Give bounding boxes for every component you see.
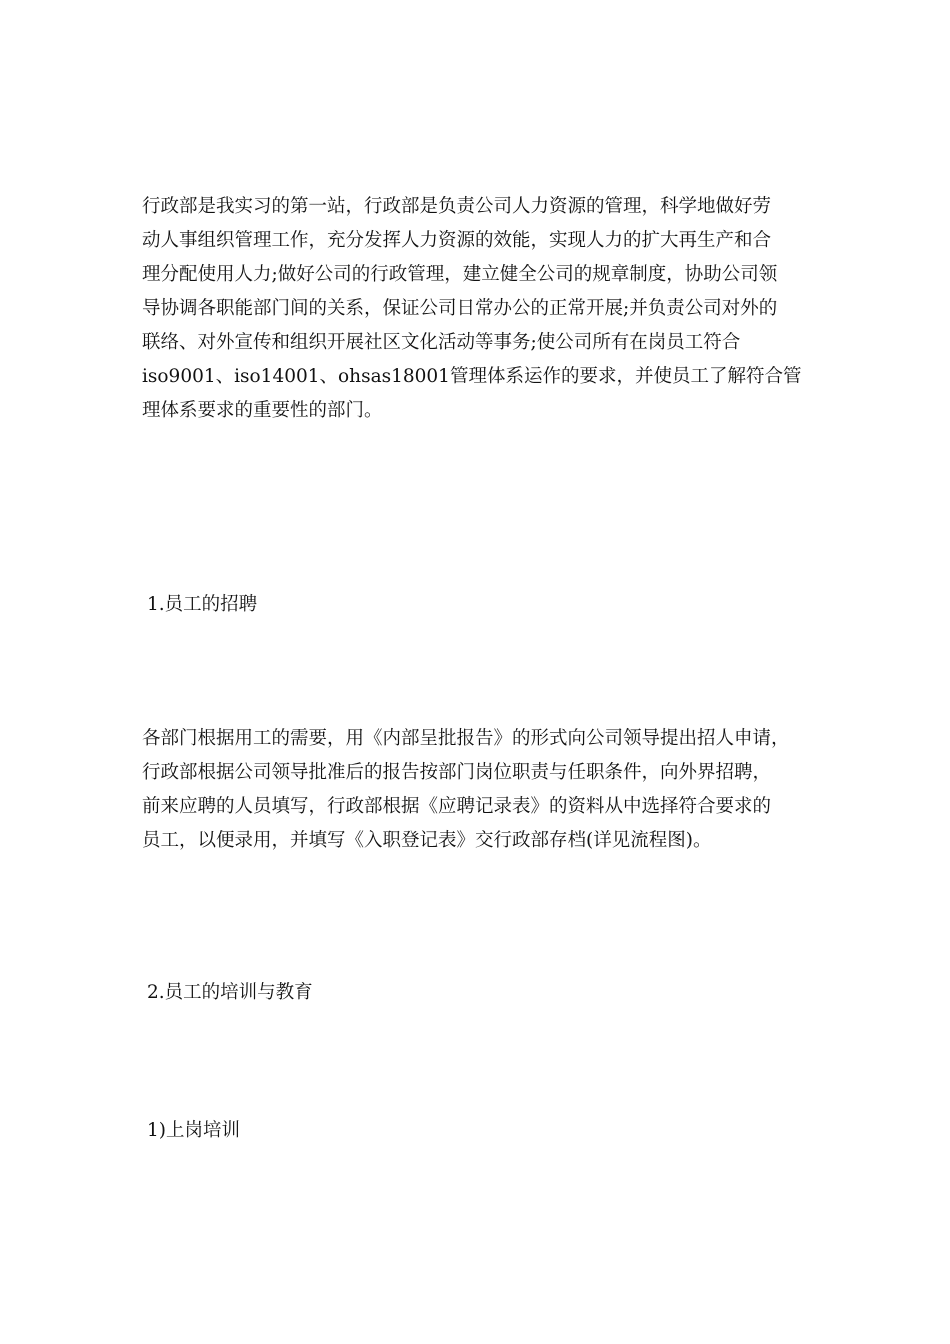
intro-line: 联络、对外宣传和组织开展社区文化活动等事务;使公司所有在岗员工符合	[142, 332, 741, 353]
recruitment-line: 各部门根据用工的需要，用《内部呈批报告》的形式向公司领导提出招人申请，	[142, 728, 790, 749]
intro-line: 理体系要求的重要性的部门。	[142, 400, 383, 421]
intro-line: 导协调各职能部门间的关系，保证公司日常办公的正常开展;并负责公司对外的	[142, 298, 778, 319]
recruitment-line: 员工，以便录用，并填写《入职登记表》交行政部存档(详见流程图)。	[142, 830, 712, 851]
intro-paragraph	[142, 190, 842, 428]
recruitment-line: 行政部根据公司领导批准后的报告按部门岗位职责与任职条件，向外界招聘，	[142, 762, 772, 783]
subsection-heading-onboarding-training: 1)上岗培训	[147, 1120, 240, 1141]
intro-line: 行政部是我实习的第一站，行政部是负责公司人力资源的管理，科学地做好劳	[142, 196, 772, 217]
section-heading-recruitment: 1.员工的招聘	[147, 594, 258, 615]
intro-line: iso9001、iso14001、ohsas18001管理体系运作的要求，并使员工了解符合管	[142, 366, 802, 387]
section-heading-training: 2.员工的培训与教育	[147, 982, 313, 1003]
intro-line: 理分配使用人力;做好公司的行政管理，建立健全公司的规章制度，协助公司领	[142, 264, 778, 285]
recruitment-paragraph	[142, 722, 842, 858]
intro-line: 动人事组织管理工作，充分发挥人力资源的效能，实现人力的扩大再生产和合	[142, 230, 772, 251]
recruitment-line: 前来应聘的人员填写，行政部根据《应聘记录表》的资料从中选择符合要求的	[142, 796, 772, 817]
